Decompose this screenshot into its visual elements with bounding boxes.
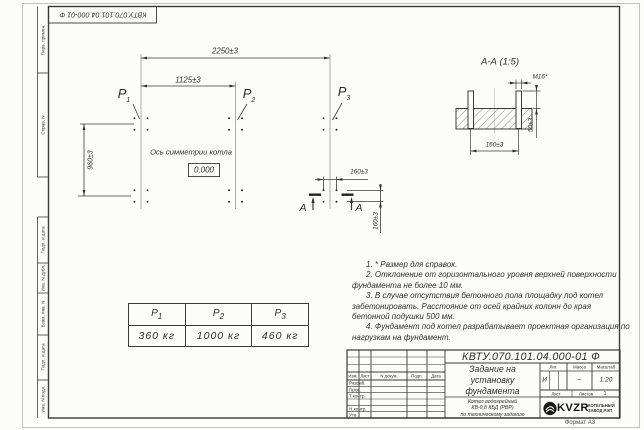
point-label-p1	[118, 86, 131, 104]
load-value-p3: 460 кг	[252, 326, 309, 347]
mass-value: –	[577, 376, 582, 384]
scale-value: 1:20	[599, 376, 613, 384]
dim-overall: 2250±3	[212, 46, 238, 56]
anchor-bolt-right	[516, 91, 522, 129]
note-3: 3. В случае отсутствия бетонного пола площадку под котел забетонировать. Расстояние от осей крайних колонн до края бетонной подушки 500 мм.	[352, 291, 604, 322]
lit-header: Лит.	[549, 364, 558, 370]
anchor-bolt-left	[468, 91, 474, 129]
notes-block	[352, 260, 630, 343]
title-block-doc-number: КВТУ.070.101.04.000-01 Ф	[462, 350, 600, 363]
p2-sub: 2	[251, 96, 256, 104]
load-table-value-row	[129, 326, 309, 347]
note-2: 2. Отклонение от горизонтального уровня верхней поверхности фундамента не более 10 мм.	[352, 270, 617, 290]
sig-row-tkontr: Т.контр.	[349, 393, 366, 399]
load-table-header-p1	[129, 304, 186, 326]
scale-header: Масштаб	[596, 364, 616, 370]
frame-field-podp-data-1: Подп. и дата	[40, 226, 46, 254]
load-table-header-p3	[252, 304, 309, 326]
hdr-p2-name: P	[212, 308, 220, 319]
hdr-p2-sub: 2	[219, 311, 225, 321]
hdr-p3-sub: 3	[281, 311, 286, 321]
point-label-p3	[338, 84, 351, 102]
sig-row-prov: Пров.	[349, 387, 362, 392]
frame-field-perv-primen: Перв. примен.	[40, 24, 46, 56]
frame-field-vzam-inv: Взам. инв. N	[40, 300, 46, 328]
drawing-subtitle-line2: КВ-0,8 КБД (РВР)	[471, 405, 514, 412]
kvzr-caption-line2: ЗАВОД РЭП	[588, 408, 613, 414]
p1-name: P	[117, 86, 127, 102]
kvzr-logo-text: KVZR	[557, 401, 589, 414]
drawing-title	[445, 364, 540, 397]
frame-field-inv-podl: Инв. N подл.	[40, 385, 46, 413]
load-table-header-row	[129, 304, 309, 326]
dimension-arrowheads	[83, 57, 382, 208]
p1-sub: 1	[126, 96, 131, 104]
mass-header: Масса	[573, 364, 586, 370]
plan-view	[78, 54, 384, 233]
hdr-p1-sub: 1	[157, 311, 163, 321]
kvzr-caption-line1: КОТЕЛЬНЫЙ	[588, 403, 615, 408]
rev-header-podp: Подп.	[411, 373, 423, 379]
sheet-margin-line	[23, 4, 640, 428]
axis-label: Ось симметрии котла	[150, 147, 232, 156]
rev-header-ndokum: N докум.	[380, 373, 398, 379]
sheet-label: Лист	[551, 391, 561, 396]
kvzr-logo-caption	[588, 403, 618, 414]
sig-row-razrab: Разраб.	[349, 380, 366, 386]
sheets-value: 1	[603, 390, 607, 397]
top-stamp-number: КВТУ.070.101.04.000-01 Ф	[58, 10, 147, 20]
p3-name: P	[337, 84, 347, 100]
note-4: 4. Фундамент под котел разрабатывает проектная организация по нагрузкам на фундамент.	[352, 322, 630, 342]
load-table-header-p2	[185, 304, 252, 326]
note-1: 1. * Размер для справок.	[366, 260, 458, 269]
frame-field-inv-dubl: Инв. N дубл.	[40, 264, 46, 292]
rev-header-data: Дата	[431, 373, 441, 379]
kvzr-logo-icon	[543, 401, 557, 421]
elevation-value: 0,000	[193, 165, 215, 175]
drawing-title-line3: фундамента	[465, 386, 520, 396]
p2-name: P	[242, 86, 252, 102]
p3-sub: 3	[346, 94, 351, 102]
drawing-subtitle-line3: по техническому заданию	[460, 411, 525, 418]
sig-row-utv: Утв.	[349, 412, 358, 418]
frame-field-sprav-n: Справ. N	[40, 115, 46, 135]
hdr-p3-name: P	[274, 308, 282, 319]
load-value-p1: 360 кг	[129, 326, 186, 347]
hdr-p1-name: P	[151, 308, 158, 319]
dim-half: 1125±3	[175, 75, 201, 84]
section-view-title: А-А (1:5)	[480, 56, 520, 68]
load-value-p2: 1000 кг	[185, 326, 252, 347]
lit-value: И	[542, 376, 547, 384]
load-table	[128, 303, 309, 347]
sheets-label: Листов	[579, 391, 593, 396]
dim-height: 960±3	[87, 150, 95, 170]
drawing-title-line1: Задание на	[469, 364, 516, 374]
drawing-title-line2: установку	[470, 375, 515, 385]
drawing-subtitle-line1: Котел водогрейный	[467, 398, 518, 405]
section-letter-right: А	[355, 202, 363, 214]
rev-header-izm: Изм.	[348, 373, 358, 379]
dim-bolt-spacing: 160±3	[485, 141, 504, 148]
drawing-subtitle	[445, 399, 540, 419]
dim-group-vertical: 160±3	[372, 212, 379, 230]
thread-callout: М16*	[532, 73, 548, 81]
frame-field-podp-data-2: Подп. и дата	[40, 343, 46, 371]
dim-group-horizontal: 160±3	[350, 168, 368, 176]
sig-row-nkontr: Н.контр.	[349, 406, 367, 411]
format-label: Формат А3	[564, 419, 596, 426]
dim-protrusion: 50±3	[527, 117, 535, 133]
section-letter-left: А	[299, 202, 307, 214]
point-label-p2	[243, 86, 256, 104]
rev-header-list: Лист	[360, 373, 370, 379]
